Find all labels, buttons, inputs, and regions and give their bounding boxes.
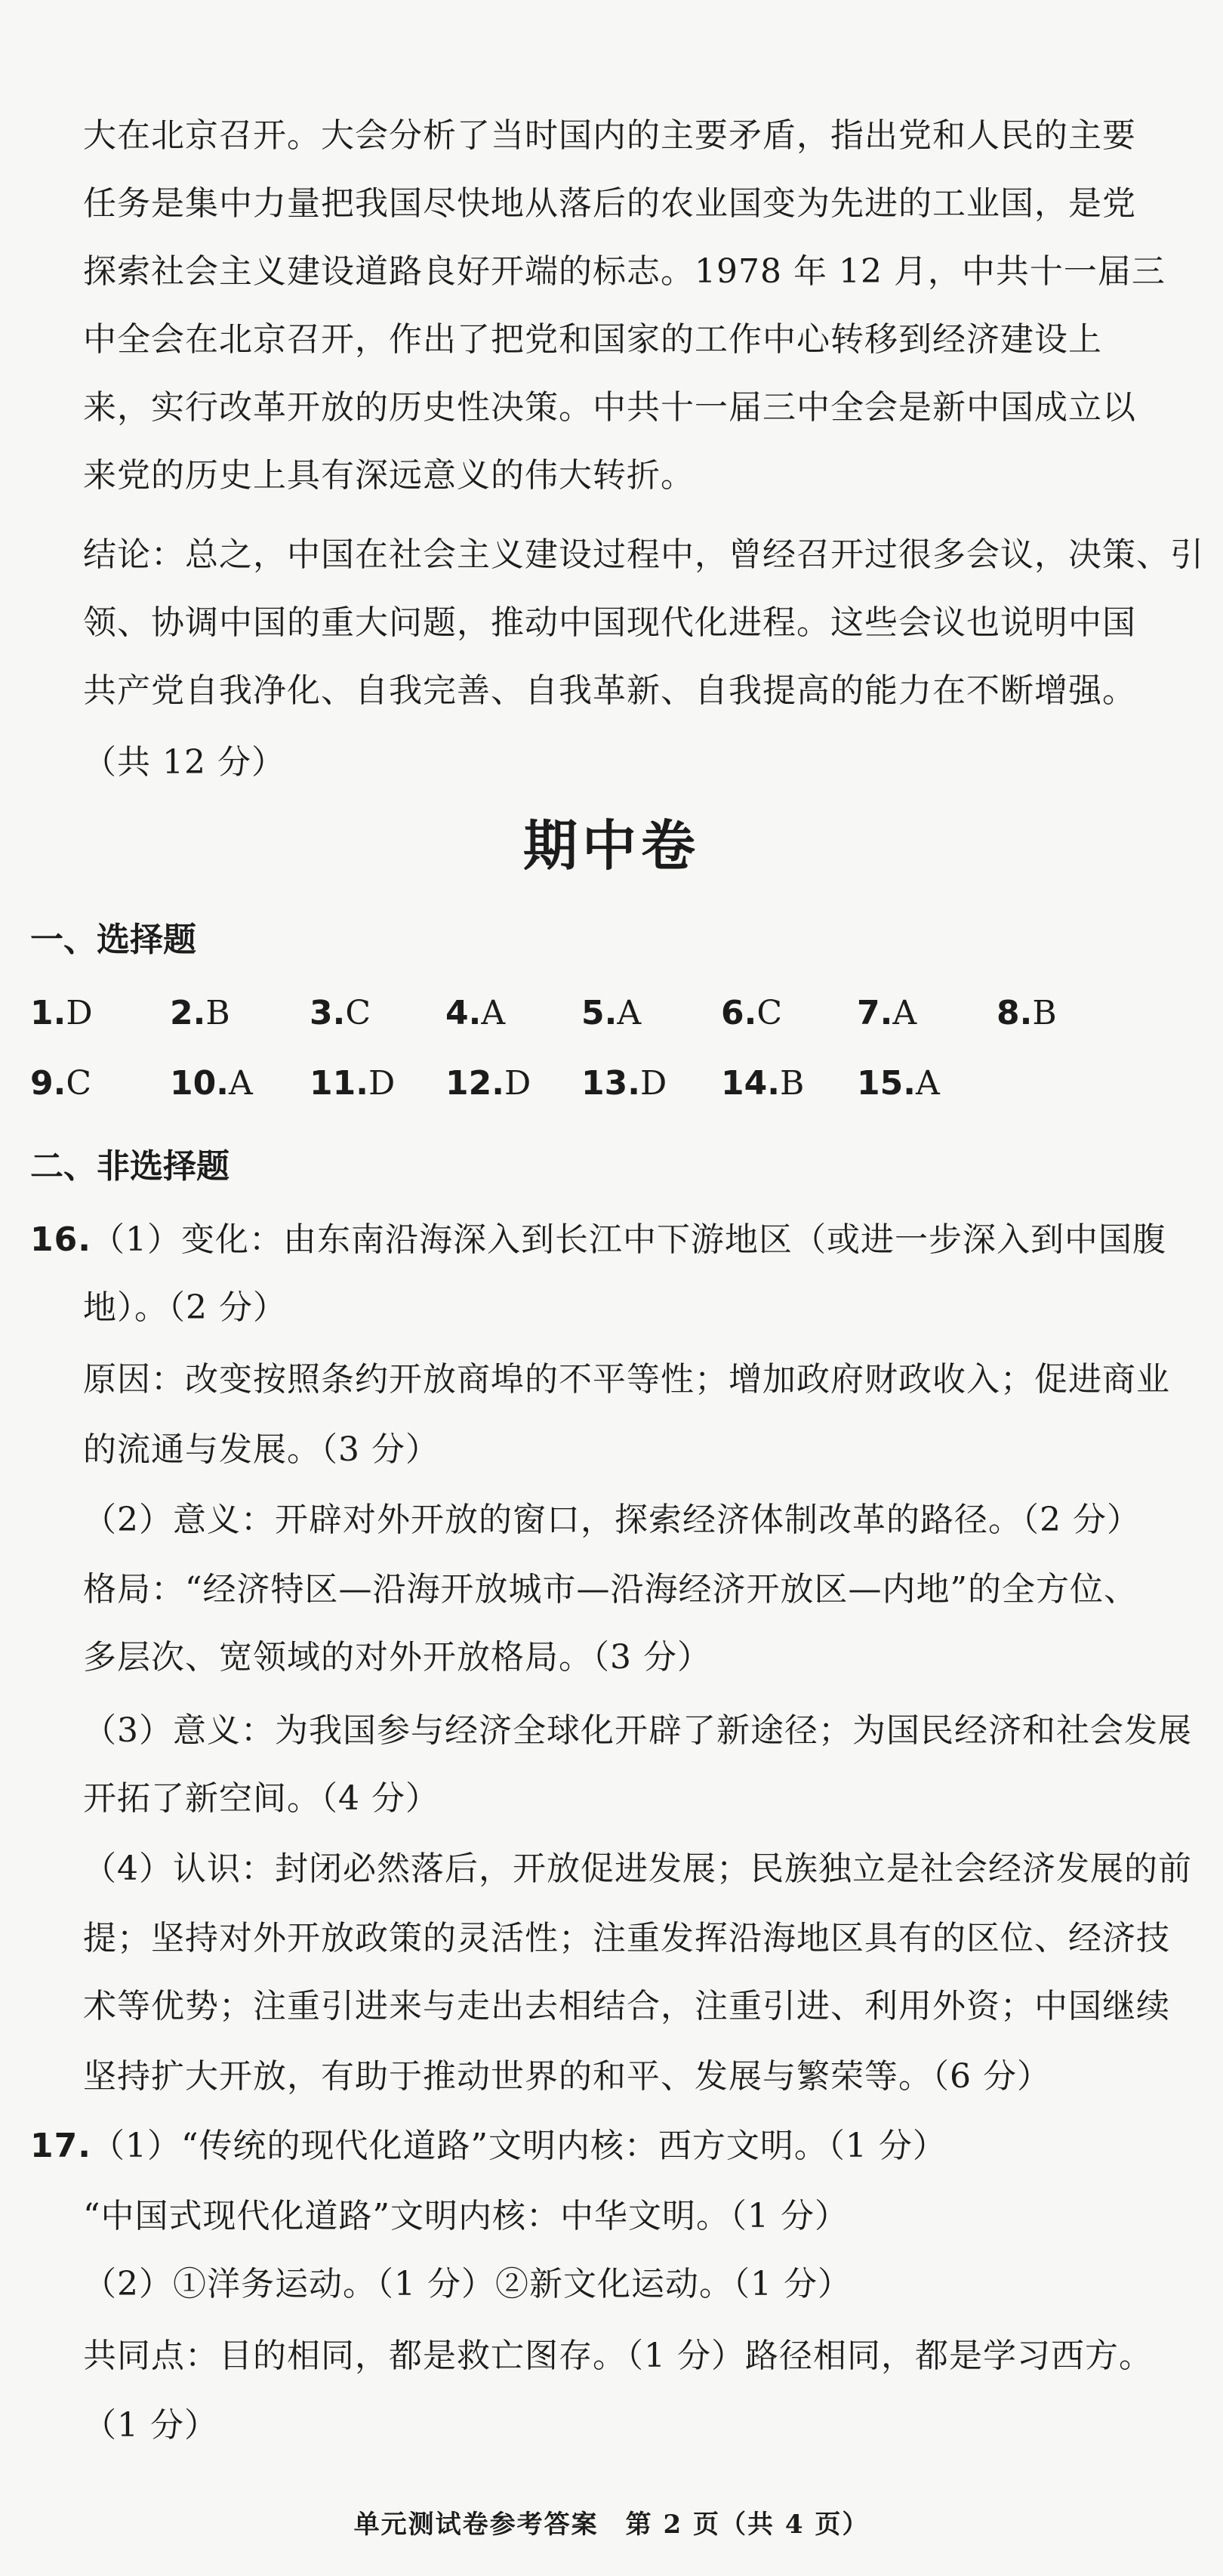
choice-answer: 3.C: [310, 994, 371, 1032]
q17-first-line: 17.（1）“传统的现代化道路”文明内核：西方文明。（1 分）: [30, 2127, 947, 2165]
q16-line: 坚持扩大开放，有助于推动世界的和平、发展与繁荣等。（6 分）: [83, 2057, 1051, 2096]
choice-answer: 5.A: [581, 994, 642, 1032]
choice-answer: 10.A: [170, 1064, 253, 1103]
choice-answer: 15.A: [857, 1064, 940, 1103]
intro-line: 来党的历史上具有深远意义的伟大转折。: [83, 456, 695, 495]
q16-line: 提；坚持对外开放政策的灵活性；注重发挥沿海地区具有的区位、经济技: [83, 1919, 1170, 1957]
q16-line: 多层次、宽领域的对外开放格局。（3 分）: [83, 1638, 711, 1677]
q17-line: （2）①洋务运动。（1 分）②新文化运动。（1 分）: [83, 2265, 852, 2303]
choice-answer: 6.C: [721, 994, 783, 1032]
page-footer: 单元测试卷参考答案 第 2 页（共 4 页）: [353, 2510, 870, 2540]
q16-line: （4）认识：封闭必然落后，开放促进发展；民族独立是社会经济发展的前: [83, 1849, 1192, 1888]
q16-line: 格局：“经济特区—沿海开放城市—沿海经济开放区—内地”的全方位、: [83, 1570, 1138, 1609]
q16-line: 的流通与发展。（3 分）: [83, 1430, 439, 1469]
choice-answer: 2.B: [170, 994, 230, 1032]
q16-line: 原因：改变按照条约开放商埠的不平等性；增加政府财政收入；促进商业: [83, 1360, 1170, 1399]
intro-line: 探索社会主义建设道路良好开端的标志。1978 年 12 月，中共十一届三: [83, 252, 1166, 291]
intro-line: 来，实行改革开放的历史性决策。中共十一届三中全会是新中国成立以: [83, 388, 1136, 427]
choice-answer: 8.B: [997, 994, 1057, 1032]
conclusion-score: （共 12 分）: [83, 743, 285, 782]
q17-line: 共同点：目的相同，都是救亡图存。（1 分）路径相同，都是学习西方。: [83, 2337, 1153, 2375]
choice-answer: 14.B: [721, 1064, 805, 1103]
intro-line: 任务是集中力量把我国尽快地从落后的农业国变为先进的工业国，是党: [83, 184, 1136, 223]
q16-line: 地）。（2 分）: [83, 1288, 287, 1327]
q16-line: 开拓了新空间。（4 分）: [83, 1779, 439, 1818]
intro-line: 大在北京召开。大会分析了当时国内的主要矛盾，指出党和人民的主要: [83, 116, 1136, 155]
q16-line: 术等优势；注重引进来与走出去相结合，注重引进、利用外资；中国继续: [83, 1987, 1170, 2025]
choice-answer: 1.D: [30, 994, 93, 1032]
conclusion-line: 结论：总之，中国在社会主义建设过程中，曾经召开过很多会议，决策、引: [83, 535, 1204, 574]
choice-answer: 11.D: [310, 1064, 396, 1103]
section-title-choice: 一、选择题: [30, 921, 196, 959]
intro-line: 中全会在北京召开，作出了把党和国家的工作中心转移到经济建设上: [83, 320, 1102, 359]
choice-answer: 13.D: [581, 1064, 667, 1103]
q17-line: （1 分）: [83, 2406, 218, 2445]
choice-answer: 4.A: [445, 994, 506, 1032]
q17-line: “中国式现代化道路”文明内核：中华文明。（1 分）: [83, 2197, 849, 2235]
question-number: 16.: [30, 1220, 91, 1259]
choice-answer: 7.A: [857, 994, 917, 1032]
q16-first-line: 16.（1）变化：由东南沿海深入到长江中下游地区（或进一步深入到中国腹: [30, 1220, 1166, 1259]
choice-answer: 12.D: [445, 1064, 531, 1103]
question-number: 17.: [30, 2127, 91, 2165]
section-title-nonchoice: 二、非选择题: [30, 1147, 230, 1186]
conclusion-line: 共产党自我净化、自我完善、自我革新、自我提高的能力在不断增强。: [83, 671, 1136, 710]
q16-line: （3）意义：为我国参与经济全球化开辟了新途径；为国民经济和社会发展: [83, 1711, 1192, 1750]
conclusion-line: 领、协调中国的重大问题，推动中国现代化进程。这些会议也说明中国: [83, 603, 1136, 642]
choice-answer: 9.C: [30, 1064, 92, 1103]
exam-title: 期中卷: [522, 814, 700, 878]
q16-line: （2）意义：开辟对外开放的窗口，探索经济体制改革的路径。（2 分）: [83, 1501, 1141, 1539]
